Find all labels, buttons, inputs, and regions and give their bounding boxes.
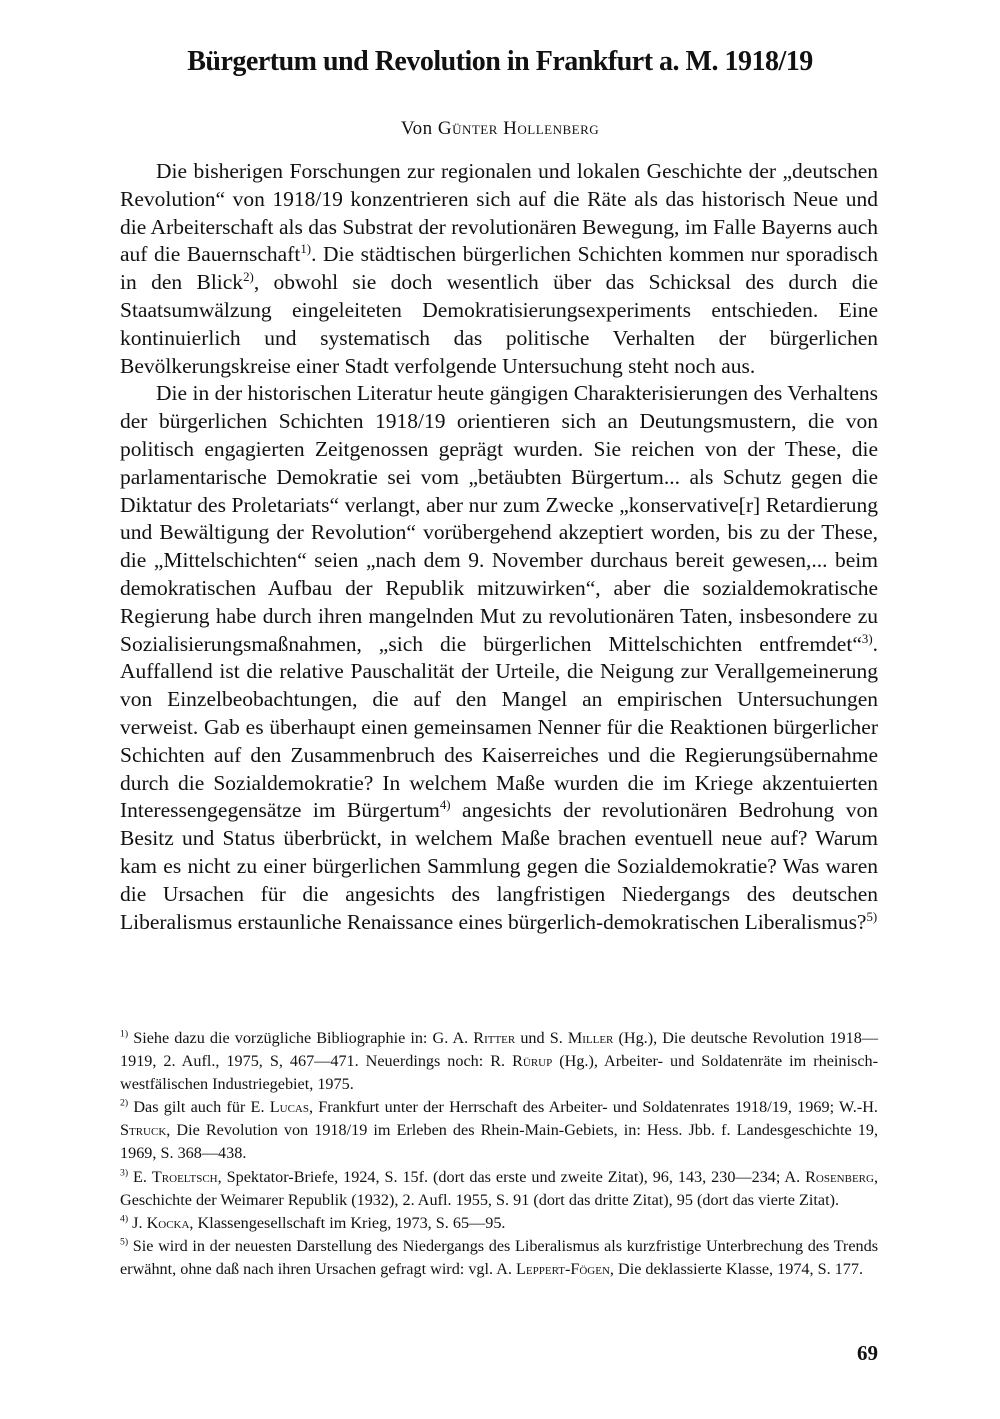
body-text <box>120 158 878 936</box>
footnote-ref: 2) <box>243 270 254 285</box>
paragraph-2 <box>120 380 878 936</box>
footnote-author: Rürup <box>512 1052 553 1071</box>
footnote-ref: 5) <box>866 909 878 924</box>
footnotes <box>120 1027 878 1281</box>
paragraph-text: angesichts der revolutionären Bedrohung von Besitz und Status überbrückt, in welchem Maße brachen eventuell neue auf? Warum kam es nicht zu einer bürgerlichen Sammlung gegen die Sozialdemokratie? Was waren die Ursachen für die angesichts des langfristigen Niedergangs des deutschen Liberalismus erstaunliche Renaissance eines bürgerlich-demokratischen Liberalismus? <box>120 798 879 934</box>
footnote-text: Siehe dazu die vorzügliche Bibliographie in: G. A. <box>128 1029 474 1047</box>
footnote-3 <box>120 1166 878 1212</box>
footnote-4 <box>120 1212 878 1235</box>
footnote-text: E. <box>128 1167 152 1186</box>
paragraph-text: . Die städtischen bürgerlichen Schichten kommen nur sporadisch in den Blick <box>120 242 878 295</box>
footnote-author: Struck <box>120 1121 167 1140</box>
paragraph-1 <box>120 158 878 380</box>
paragraph-text: Die bisherigen Forschungen zur regionalen und lokalen Geschichte der „deutschen Revolution“ von 1918/19 konzentrieren sich auf die Räte als das historisch Neue und die Arbeiterschaft als das Substrat der revolutionären Bewegung, im Falle Bayerns auch auf die Bauernschaft <box>120 159 878 267</box>
author-name: Günter Hollenberg <box>437 118 600 139</box>
footnote-text: (Hg.), Arbeiter- und Soldatenräte im rheinisch-westfälischen Industriegebiet, 1975. <box>120 1052 878 1094</box>
paragraph-text: Die in der historischen Literatur heute gängigen Charakterisierungen des Verhaltens der bürgerlichen Schichten 1918/19 orientieren sich an Deutungsmustern, die von politisch engagierten Zeitgenossen geprägt wurden. Sie reichen von der These, die parlamentarische Demokratie sei vom „betäubten Bürgertum... als Schutz gegen die Diktatur des Proletariats“ verlangt, aber nur zum Zwecke „konservative[r] Retardierung und Bewältigung der Revolution“ vorübergehend akzeptiert worden, bis zu der These, die „Mittelschichten“ seien „nach dem 9. November durchaus bereit gewesen,... beim demokratischen Aufbau der Republik mitzuwirken“, aber die sozialdemokratische Regierung habe durch ihren mangelnden Mut zu revolutionären Taten, insbesondere zu Sozialisierungsmaßnahmen, „sich die bürgerlichen Mittelschichten entfremdet“ <box>120 381 878 656</box>
paragraph-text: , obwohl sie doch wesentlich über das Schicksal des durch die Staatsumwälzung eingeleiteten Demokratisierungsexperiments entschieden. Eine kontinuierlich und systematisch das politische Verhalten der bürgerlichen Bevölkerungskreise einer Stadt verfolgende Untersuchung steht noch aus. <box>120 270 878 378</box>
footnote-text: , Klassengesellschaft im Krieg, 1973, S. 65—95. <box>189 1213 506 1232</box>
footnote-text: , Frankfurt unter der Herrschaft des Arbeiter- und Soldatenrates 1918/19, 1969; W.-H. <box>308 1098 878 1117</box>
footnote-text: und S. <box>515 1029 568 1047</box>
footnote-author: Miller <box>567 1029 614 1047</box>
footnote-author: Rosenberg <box>805 1167 874 1186</box>
footnote-text: , Die Revolution von 1918/19 im Erleben des Rhein-Main-Gebiets, in: Hess. Jbb. f. Landesgeschichte 19, 1969, S. 368—438. <box>120 1121 878 1163</box>
footnote-number: 3) <box>120 1167 129 1179</box>
footnote-number: 2) <box>120 1097 129 1109</box>
footnote-author: Lucas <box>269 1098 309 1117</box>
footnote-2 <box>120 1096 878 1165</box>
footnote-text: J. <box>128 1213 147 1232</box>
footnote-author: Ritter <box>473 1029 516 1047</box>
footnote-text: (Hg.), Die deutsche Revolution 1918—1919, 2. Aufl., 1975, S, 467—471. Neuerdings noch: R. <box>120 1029 879 1071</box>
footnote-text: , Geschichte der Weimarer Republik (1932), 2. Aufl. 1955, S. 91 (dort das dritte Zitat), 95 (dort das vierte Zitat). <box>120 1167 878 1209</box>
footnote-ref: 1) <box>300 242 312 257</box>
footnote-text: , Die deklassierte Klasse, 1974, S. 177. <box>609 1259 864 1278</box>
footnote-text: Sie wird in der neuesten Darstellung des Niedergangs des Liberalismus als kurzfristige Unterbrechung des Trends erwähnt, ohne daß nach ihren Ursachen gefragt wird: vgl. A. <box>120 1236 878 1278</box>
footnote-author: Troeltsch <box>151 1167 218 1186</box>
page-number: 69 <box>857 1341 878 1365</box>
footnote-number: 1) <box>120 1028 129 1040</box>
footnote-number: 5) <box>120 1236 129 1248</box>
article-title: Bürgertum und Revolution in Frankfurt a. M. 1918/19 <box>187 46 813 77</box>
paragraph-text: . Auffallend ist die relative Pauschalität der Urteile, die Neigung zur Verallgemeinerung von Einzelbeobachtungen, die auf den Mangel an empirischen Untersuchungen verweist. Gab es überhaupt einen gemeinsamen Nenner für die Reaktionen bürgerlicher Schichten auf den Zusammenbruch des Kaiserreiches und die Regierungsübernahme durch die Sozialdemokratie? In welchem Maße wurden die im Kriege akzentuierten Interessengegensätze im Bürgertum <box>120 631 878 823</box>
footnote-1 <box>120 1027 878 1096</box>
footnote-text: , Spektator-Briefe, 1924, S. 15f. (dort das erste und zweite Zitat), 96, 143, 230—234; A. <box>217 1167 806 1186</box>
footnote-number: 4) <box>120 1213 129 1225</box>
footnote-5 <box>120 1235 878 1281</box>
footnote-ref: 3) <box>861 631 873 646</box>
footnote-author: Kocka <box>146 1213 190 1232</box>
footnote-ref: 4) <box>439 798 451 813</box>
footnote-text: Das gilt auch für E. <box>128 1098 270 1117</box>
author-prefix: Von <box>400 118 438 139</box>
author-line <box>150 118 850 140</box>
footnote-author: Leppert-Fögen <box>516 1259 610 1278</box>
